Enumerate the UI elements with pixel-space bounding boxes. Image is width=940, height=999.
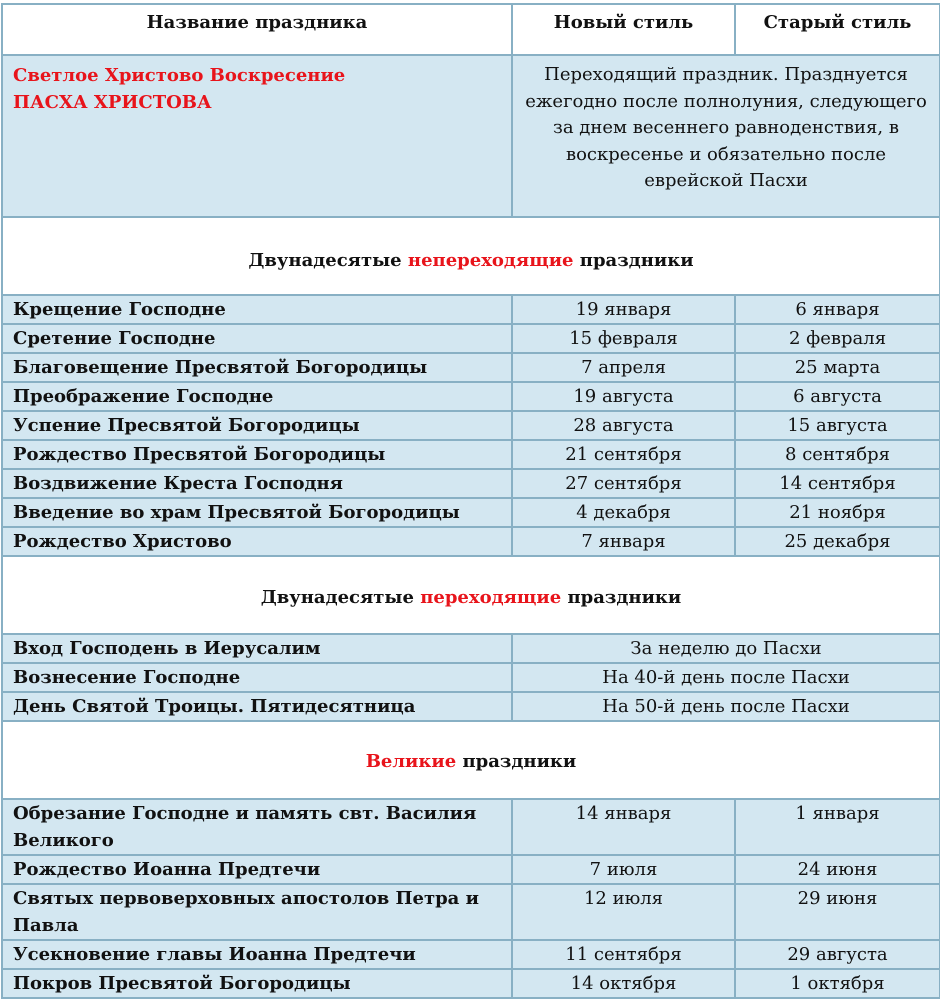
table-row <box>2 855 940 884</box>
feast-name: Введение во храм Пресвятой Богородицы <box>2 498 512 527</box>
header-row <box>2 4 940 55</box>
table-row <box>2 498 940 527</box>
feast-name: Благовещение Пресвятой Богородицы <box>2 353 512 382</box>
new-style-date: 7 июля <box>512 855 735 884</box>
header-new-style: Новый стиль <box>512 4 735 55</box>
pascha-line1: Светлое Христово Воскресение <box>13 65 346 86</box>
new-style-date: 14 октября <box>512 969 735 998</box>
section-great-highlight: Великие <box>365 751 457 772</box>
table-row <box>2 663 940 692</box>
old-style-date: 6 января <box>735 295 940 324</box>
old-style-date: 15 августа <box>735 411 940 440</box>
new-style-date: 19 января <box>512 295 735 324</box>
feast-name: Успение Пресвятой Богородицы <box>2 411 512 440</box>
feast-name: Рождество Пресвятой Богородицы <box>2 440 512 469</box>
feast-timing: На 50-й день после Пасхи <box>512 692 940 721</box>
pascha-name <box>2 55 512 217</box>
feast-name: Обрезание Господне и память свт. Василия Великого <box>2 799 512 855</box>
feast-name: Рождество Христово <box>2 527 512 556</box>
old-style-date: 25 марта <box>735 353 940 382</box>
feast-name: Преображение Господне <box>2 382 512 411</box>
feast-name: День Святой Троицы. Пятидесятница <box>2 692 512 721</box>
section-fixed-suffix: праздники <box>579 250 694 271</box>
old-style-date: 29 июня <box>735 884 940 940</box>
new-style-date: 7 января <box>512 527 735 556</box>
section-moveable-highlight: переходящие <box>420 587 562 608</box>
table-row <box>2 969 940 998</box>
old-style-date: 1 января <box>735 799 940 855</box>
table-row <box>2 295 940 324</box>
feast-name: Рождество Иоанна Предтечи <box>2 855 512 884</box>
section-fixed-prefix: Двунадесятые <box>248 250 402 271</box>
old-style-date: 25 декабря <box>735 527 940 556</box>
feasts-table <box>1 3 940 999</box>
header-name: Название праздника <box>2 4 512 55</box>
section-moveable <box>2 556 940 634</box>
old-style-date: 8 сентября <box>735 440 940 469</box>
new-style-date: 28 августа <box>512 411 735 440</box>
feast-name: Воздвижение Креста Господня <box>2 469 512 498</box>
old-style-date: 2 февраля <box>735 324 940 353</box>
section-moveable-suffix: праздники <box>567 587 682 608</box>
feast-name: Вход Господень в Иерусалим <box>2 634 512 663</box>
feast-name: Крещение Господне <box>2 295 512 324</box>
feast-name: Покров Пресвятой Богородицы <box>2 969 512 998</box>
table-row <box>2 324 940 353</box>
feast-name: Сретение Господне <box>2 324 512 353</box>
table-row <box>2 634 940 663</box>
table-row <box>2 440 940 469</box>
new-style-date: 27 сентября <box>512 469 735 498</box>
old-style-date: 6 августа <box>735 382 940 411</box>
table-row <box>2 884 940 940</box>
feast-timing: На 40-й день после Пасхи <box>512 663 940 692</box>
fixed-feasts <box>2 295 940 556</box>
new-style-date: 15 февраля <box>512 324 735 353</box>
old-style-date: 14 сентября <box>735 469 940 498</box>
old-style-date: 24 июня <box>735 855 940 884</box>
old-style-date: 29 августа <box>735 940 940 969</box>
table-row <box>2 469 940 498</box>
section-fixed-title <box>2 217 940 295</box>
section-fixed <box>2 217 940 295</box>
section-fixed-highlight: непереходящие <box>407 250 574 271</box>
new-style-date: 11 сентября <box>512 940 735 969</box>
section-great-title <box>2 721 940 799</box>
feast-timing: За неделю до Пасхи <box>512 634 940 663</box>
header-old-style: Старый стиль <box>735 4 940 55</box>
table-row <box>2 527 940 556</box>
table-row <box>2 353 940 382</box>
section-moveable-prefix: Двунадесятые <box>260 587 414 608</box>
great-feasts <box>2 799 940 998</box>
table-row <box>2 692 940 721</box>
feast-name: Святых первоверховных апостолов Петра и Павла <box>2 884 512 940</box>
old-style-date: 21 ноября <box>735 498 940 527</box>
feast-name: Усекновение главы Иоанна Предтечи <box>2 940 512 969</box>
old-style-date: 1 октября <box>735 969 940 998</box>
pascha-row <box>2 55 940 217</box>
feast-name: Вознесение Господне <box>2 663 512 692</box>
table-row <box>2 940 940 969</box>
new-style-date: 4 декабря <box>512 498 735 527</box>
pascha-description: Переходящий праздник. Празднуется ежегодно после полнолуния, следующего за днем весеннего равноденствия, в воскресенье и обязательно после еврейской Пасхи <box>512 55 940 217</box>
new-style-date: 7 апреля <box>512 353 735 382</box>
moveable-feasts <box>2 634 940 721</box>
new-style-date: 21 сентября <box>512 440 735 469</box>
section-moveable-title <box>2 556 940 634</box>
new-style-date: 19 августа <box>512 382 735 411</box>
pascha-line2: ПАСХА ХРИСТОВА <box>13 92 212 113</box>
new-style-date: 14 января <box>512 799 735 855</box>
table-row <box>2 382 940 411</box>
new-style-date: 12 июля <box>512 884 735 940</box>
section-great-suffix: праздники <box>462 751 577 772</box>
table-row <box>2 799 940 855</box>
table-row <box>2 411 940 440</box>
section-great <box>2 721 940 799</box>
